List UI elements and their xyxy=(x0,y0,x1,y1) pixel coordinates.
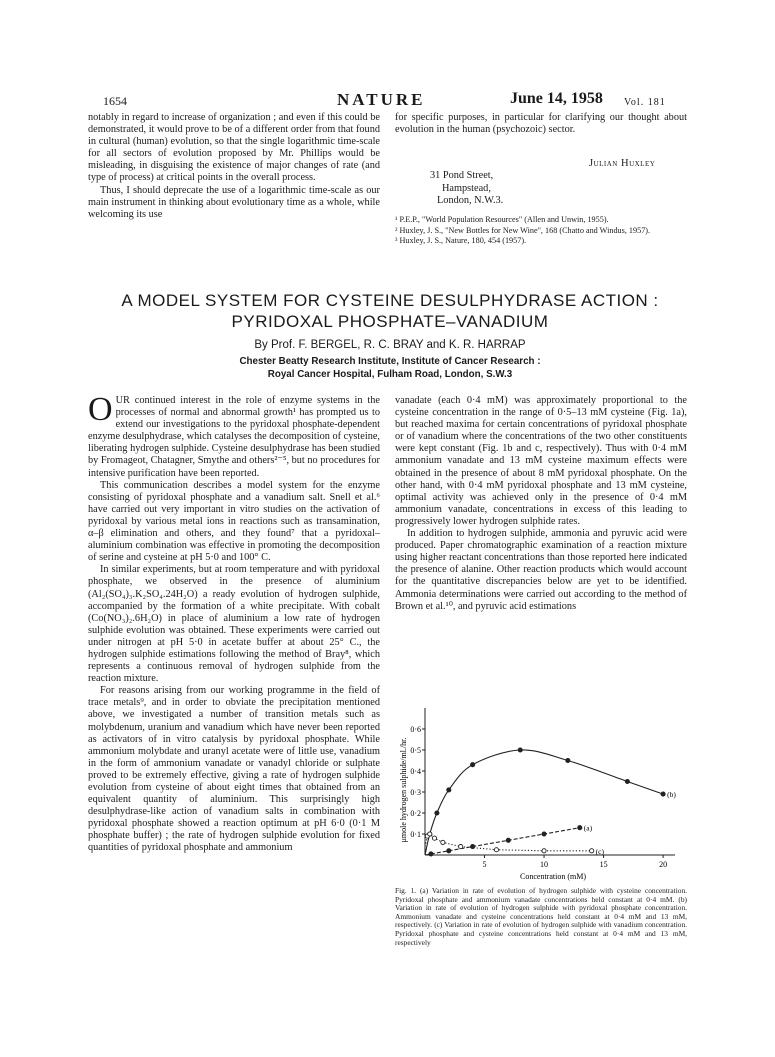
author-address xyxy=(430,170,503,208)
data-point xyxy=(429,852,433,856)
data-point xyxy=(542,832,546,836)
data-point xyxy=(471,763,475,767)
data-point xyxy=(661,792,665,796)
y-tick-label: 0·1 xyxy=(410,830,421,839)
address-line: London, N.W.3. xyxy=(437,195,504,206)
data-point xyxy=(428,832,432,836)
x-tick-label: 20 xyxy=(659,860,668,869)
data-point xyxy=(459,845,463,849)
journal-title: NATURE xyxy=(337,90,426,109)
data-point xyxy=(542,849,546,853)
article-title-line2: PYRIDOXAL PHOSPHATE–VANADIUM xyxy=(231,312,549,331)
paragraph: This communication describes a model system for the enzyme consisting of pyridoxal phosphate and a vanadium salt. Snell et al.⁶ have carried out very important in vitro studies on the activation of pyridoxal by various metal ions in reactions such as transamination, α–β elimination and others, and they found⁷ that a pyridoxal–aluminium combination was effective in promoting the decomposition of serine and cysteine at pH 5·0 and 100° C. xyxy=(88,479,380,564)
footnote: ¹ P.E.P., "World Population Resources" (Allen and Unwin, 1955). xyxy=(395,215,609,224)
article-title-line1: A MODEL SYSTEM FOR CYSTEINE DESULPHYDRASE ACTION : xyxy=(121,291,659,310)
author-signature: Julian Huxley xyxy=(589,158,656,169)
data-point xyxy=(506,838,510,842)
data-point xyxy=(578,826,582,830)
paragraph: for specific purposes, in particular for clarifying our thought about evolution in the human (psychozoic) sector. xyxy=(395,112,687,136)
paragraph: notably in regard to increase of organization ; and even if this could be demonstrated, it would prove to be of a different order from that found in cultural (human) evolution, so that the single logarithmic time-scale for all sectors of evolution proposed by Mr. Phillips would be misleading, in disguising the existence of major changes of rate (and type of process) at critical points in the overall process. xyxy=(88,112,380,184)
figure-caption: Fig. 1. (a) Variation in rate of evolution of hydrogen sulphide with cysteine concentration. Pyridoxal phosphate and ammonium vanadate concentrations held constant at 0·4 mM. (b) Variation in rate of evolution of hydrogen sulphide with pyridoxal phosphate concentration. Ammonium vanadate and cysteine concentrations held constant at 0·4 mM and 13 mM, respectively. (c) Variation in rate of evolution of hydrogen sulphide with vanadium concentration. Pyridoxal phosphate and cysteine concentrations held constant at 0·4 mM and 13 mM, respectively xyxy=(395,886,687,947)
data-point xyxy=(625,779,629,783)
x-tick-label: 5 xyxy=(482,860,487,869)
volume-number: Vol. 181 xyxy=(624,97,666,108)
address-line: Hampstead, xyxy=(442,182,491,194)
y-axis-label: μmole hydrogen sulphide/ml./hr. xyxy=(399,737,408,843)
address-line: 31 Pond Street, xyxy=(430,170,494,181)
institution-line1: Chester Beatty Research Institute, Institute of Cancer Research : xyxy=(239,356,541,367)
paragraph xyxy=(88,391,380,480)
y-tick-label: 0·6 xyxy=(410,725,421,734)
y-tick-label: 0·4 xyxy=(410,767,421,776)
article-right-column xyxy=(395,395,687,613)
paragraph: In similar experiments, but at room temperature and with pyridoxal phosphate, we observed in the presence of aluminium (Al₂(SO₄)₃.K₂SO₄.24H₂O) a ready evolution of hydrogen sulphide, accompanied by the formation of a white precipitate. With cobalt (Co(NO₃)₂.6H₂O) in place of aluminium a low rate of hydrogen sulphide evolution was obtained. These experiments were carried out under nitrogen at pH 5·0 in acetate buffer at about 25° C., the hydrogen sulphide estimations following the method of Bray⁸, which represents a continuous removal of hydrogen sulphide from the reaction mixture. xyxy=(88,564,380,685)
footnotes xyxy=(395,215,687,247)
data-point xyxy=(471,845,475,849)
series-label: (c) xyxy=(595,846,604,856)
prev-article-left-column xyxy=(88,112,380,221)
issue-date: June 14, 1958 xyxy=(510,90,603,107)
data-point xyxy=(435,811,439,815)
y-tick-label: 0·2 xyxy=(410,809,421,818)
figure-1-chart xyxy=(395,700,687,882)
article-left-column xyxy=(88,391,380,855)
byline: By Prof. F. BERGEL, R. C. BRAY and K. R. HARRAP xyxy=(254,339,526,351)
x-tick-label: 15 xyxy=(599,860,608,869)
institution-line2: Royal Cancer Hospital, Fulham Road, London, S.W.3 xyxy=(267,369,513,380)
data-point xyxy=(518,748,522,752)
footnote: ² Huxley, J. S., "New Bottles for New Wine", 168 (Chatto and Windus, 1957). xyxy=(395,225,651,235)
drop-cap: O xyxy=(88,391,113,428)
paragraph: vanadate (each 0·4 mM) was approximately proportional to the cysteine concentration in the range of 0·5–13 mM cysteine (Fig. 1a), but reached maxima for certain concentrations of pyridoxal phosphate or of vanadium where the concentrations of the two other constituents were kept constant (Fig. 1b and c, respectively). Thus with 0·4 mM ammonium vanadate and 13 mM cysteine maximum effects were obtained in the presence of about 8 mM pyridoxal phosphate. On the other hand, with 0·4 mM pyridoxal phosphate and 13 mM cysteine, optimal activity was achieved only in the presence of 0·4 mM ammonium vanadate, concentrations in excess of this leading to progressively lower hydrogen sulphide rates. xyxy=(395,395,687,527)
data-point xyxy=(447,849,451,853)
y-tick-label: 0·3 xyxy=(410,788,421,797)
x-axis-label: Concentration (mM) xyxy=(520,872,586,881)
series-label: (b) xyxy=(667,790,676,800)
data-point xyxy=(441,840,445,844)
data-point xyxy=(590,849,594,853)
series-label: (a) xyxy=(583,823,593,833)
footnote: ³ Huxley, J. S., Nature, 180, 454 (1957). xyxy=(395,236,527,246)
data-point xyxy=(494,848,498,852)
data-point xyxy=(566,758,570,762)
data-point xyxy=(432,836,436,840)
x-tick-label: 10 xyxy=(540,860,549,869)
y-tick-label: 0·5 xyxy=(410,746,421,755)
paragraph: For reasons arising from our working programme in the field of trace metals⁹, and in order to obviate the precipitation mentioned above, we investigated a number of transition metals such as molybdenum, uranium and vanadium which have never been reported as activators of in vitro catalysis by pyridoxal phosphate. While ammonium molybdate and uranyl acetate were of little use, vanadium in the form of ammonium vanadate or vanadyl chloride or sulphate proved to be extremely effective, giving a rate of hydrogen sulphide evolution from cysteine of about eight times that obtained from an equivalent quantity of aluminium. This surprisingly high desulphydrase-like action of vanadium salts in combination with pyridoxal phosphate showed a reaction optimum at pH 6·0 (0·1 M phosphate buffer) ; the rate of hydrogen sulphide evolution for fixed quantities of pyridoxal phosphate and ammonium xyxy=(88,685,380,854)
data-point xyxy=(447,788,451,792)
paragraph: In addition to hydrogen sulphide, ammonia and pyruvic acid were produced. Paper chromatographic examination of a reaction mixture using higher reactant concentrations than those reported here indicated the presence of alanine. Other reaction products which would account for the quantitative discrepancies below are yet to be identified. Ammonia determinations were carried out according to the method of Brown et al.¹⁰, and pyruvic acid estimations xyxy=(395,528,687,612)
prev-article-right-column xyxy=(395,112,687,136)
page-number: 1654 xyxy=(103,94,127,108)
series-line-b xyxy=(425,750,663,855)
paragraph: Thus, I should deprecate the use of a logarithmic time-scale as our main instrument in thinking about evolutionary time as a whole, while welcoming its use xyxy=(88,184,380,220)
paragraph-text: UR continued interest in the role of enzyme systems in the processes of normal and abnormal growth¹ has prompted us to extend our investigations to the pyridoxal phosphate-dependent enzyme desulphydrase, which catalyses the decomposition of cysteine, liberating hydrogen sulphide. Cysteine desulphydrase has been studied by Fromageot, Chatagner, Smythe and others²⁻⁵, but no procedures for intensive purification have been reported. xyxy=(88,395,380,479)
